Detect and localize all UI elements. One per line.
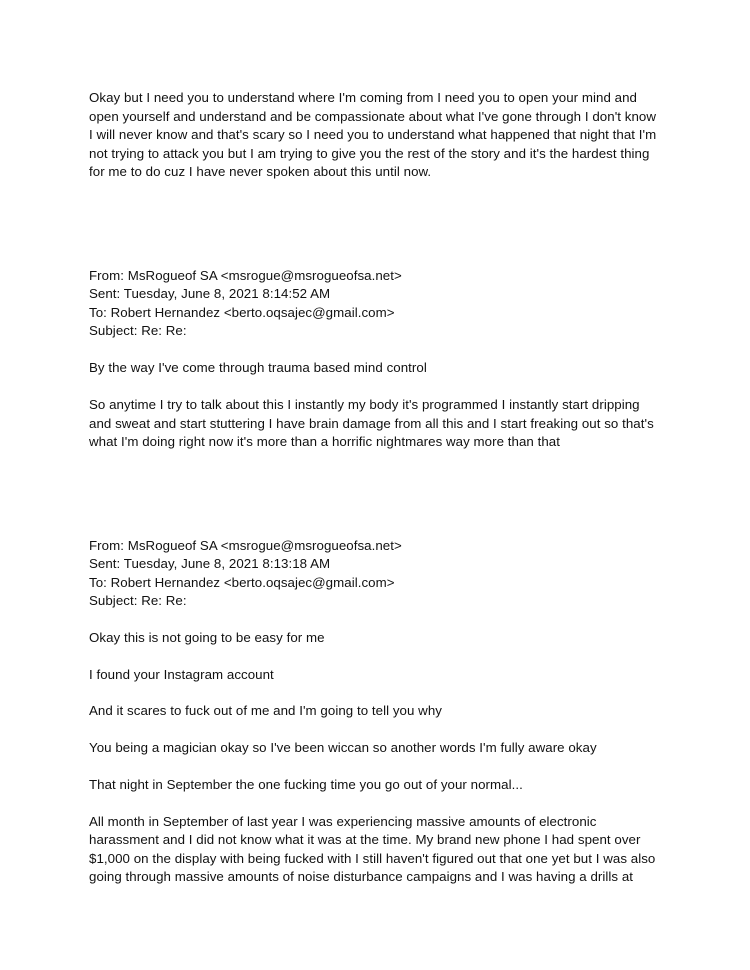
email1-from: From: MsRogueof SA <msrogue@msrogueofsa.net> (89, 268, 402, 283)
email1-body-paragraph: By the way I've come through trauma based mind control (89, 360, 427, 375)
intro-line: not trying to attack you but I am trying to give you the rest of the story and it's the hardest thing (89, 146, 650, 161)
email1-body-line: So anytime I try to talk about this I instantly my body it's programmed I instantly start dripping (89, 397, 640, 412)
intro-line: open yourself and understand and be compassionate about what I've gone through I don't know (89, 109, 657, 124)
email2-body-line: going through massive amounts of noise disturbance campaigns and I was having a drills at (89, 869, 634, 884)
email2-to: To: Robert Hernandez <berto.oqsajec@gmail.com> (89, 575, 395, 590)
intro-line: I will never know and that's scary so I need you to understand what happened that night that I'm (89, 127, 657, 142)
email2-from: From: MsRogueof SA <msrogue@msrogueofsa.net> (89, 538, 402, 553)
email2-body-paragraph: And it scares to fuck out of me and I'm going to tell you why (89, 703, 442, 718)
email1-body-line: what I'm doing right now it's more than a horrific nightmares way more than that (89, 434, 560, 449)
email2-body-paragraph: That night in September the one fucking time you go out of your normal... (89, 777, 523, 792)
email1-to: To: Robert Hernandez <berto.oqsajec@gmail.com> (89, 305, 395, 320)
email2-body-paragraph: Okay this is not going to be easy for me (89, 630, 325, 645)
intro-line: for me to do cuz I have never spoken about this until now. (89, 164, 432, 179)
email1-subject: Subject: Re: Re: (89, 323, 187, 338)
email1-sent: Sent: Tuesday, June 8, 2021 8:14:52 AM (89, 286, 331, 301)
intro-line: Okay but I need you to understand where I'm coming from I need you to open your mind and (89, 90, 637, 105)
email2-body-paragraph: I found your Instagram account (89, 667, 274, 682)
email2-sent: Sent: Tuesday, June 8, 2021 8:13:18 AM (89, 556, 331, 571)
email2-body-line: All month in September of last year I was experiencing massive amounts of electronic (89, 814, 597, 829)
email2-body-paragraph: You being a magician okay so I've been wiccan so another words I'm fully aware okay (89, 740, 597, 755)
email2-body-line: $1,000 on the display with being fucked with I still haven't figured out that one yet but I was also (89, 851, 656, 866)
email2-body-line: harassment and I did not know what it was at the time. My brand new phone I had spent over (89, 832, 641, 847)
email1-body-line: and sweat and start stuttering I have brain damage from all this and I start freaking out so that's (89, 416, 654, 431)
email2-subject: Subject: Re: Re: (89, 593, 187, 608)
